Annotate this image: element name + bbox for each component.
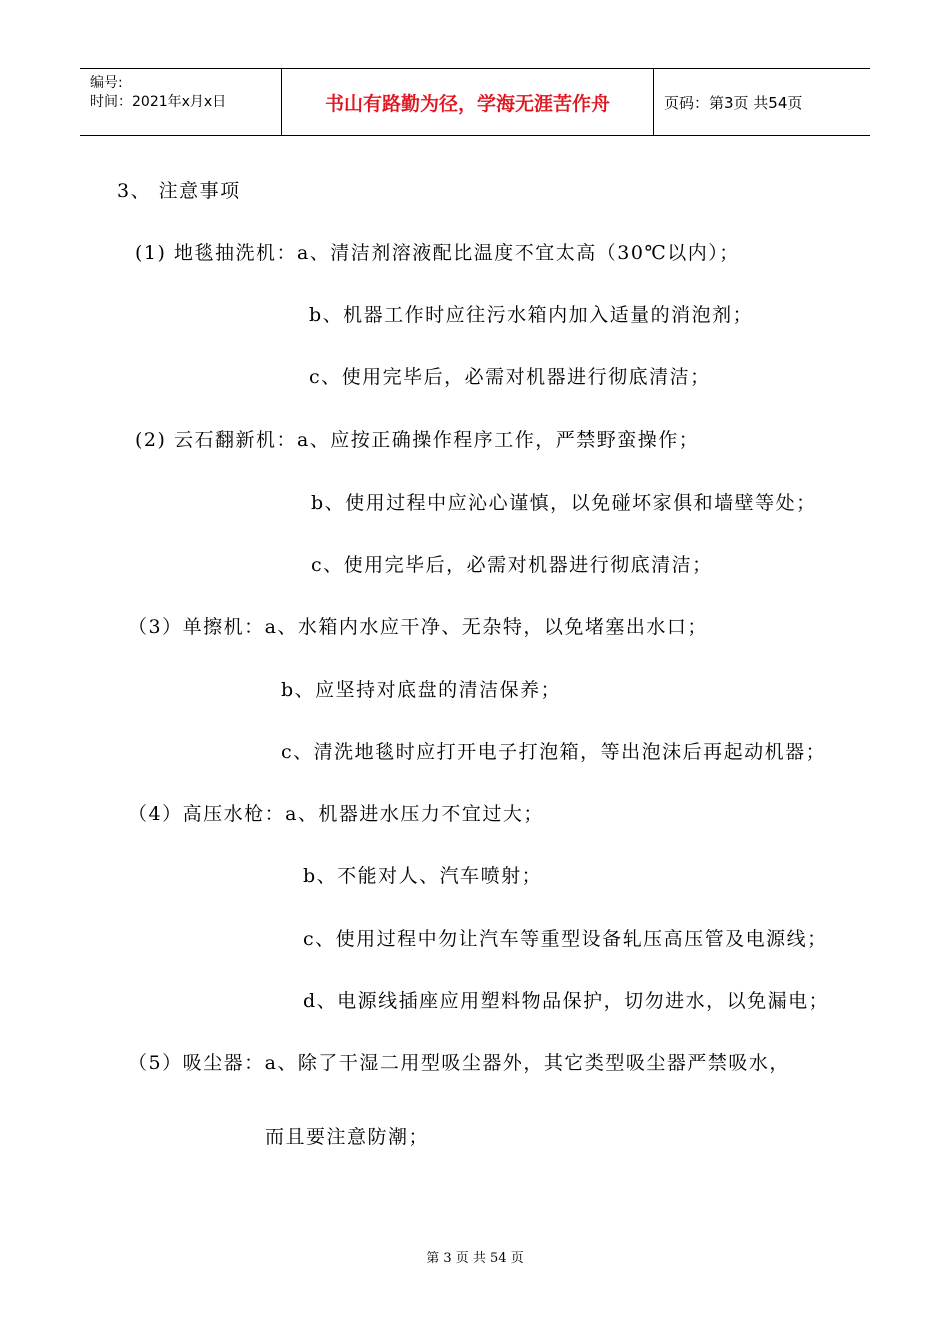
body-line: （3）单擦机：a、水箱内水应干净、无杂特，以免堵塞出水口； [128,616,708,638]
body-line: (2) 云石翻新机：a、应按正确操作程序工作，严禁野蛮操作； [135,429,700,451]
body-line: (1) 地毯抽洗机：a、清洁剂溶液配比温度不宜太高（30℃以内）； [135,242,740,264]
body-line: b、不能对人、汽车喷射； [303,865,543,887]
serial-number-label: 编号: [90,75,123,91]
body-line: b、应坚持对底盘的清洁保养； [281,679,562,701]
body-line: c、使用完毕后，必需对机器进行彻底清洁； [309,366,711,388]
page-footer: 第 3 页 共 54 页 [426,1251,524,1266]
body-line: b、机器工作时应往污水箱内加入适量的消泡剂； [309,304,754,326]
body-line: c、使用完毕后，必需对机器进行彻底清洁； [311,554,713,576]
body-line: 而且要注意防潮； [265,1126,430,1148]
body-line: c、清洗地毯时应打开电子打泡箱，等出泡沫后再起动机器； [281,741,827,763]
body-line: （5）吸尘器：a、除了干湿二用型吸尘器外，其它类型吸尘器严禁吸水， [128,1052,790,1074]
date-label: 时间：2021年x月x日 [90,94,227,110]
document-header [80,68,870,136]
header-meta-cell [80,69,282,135]
section-title: 3、 注意事项 [117,180,241,202]
body-line: c、使用过程中勿让汽车等重型设备轧压高压管及电源线； [303,928,828,950]
page-info: 页码：第3页 共54页 [664,93,803,112]
body-line: d、电源线插座应用塑料物品保护，切勿进水，以免漏电； [303,990,830,1012]
body-line: b、使用过程中应沁心谨慎，以免碰坏家俱和墙壁等处； [311,492,817,514]
motto-text: 书山有路勤为径，学海无涯苦作舟 [282,69,654,135]
body-line: （4）高压水枪：a、机器进水压力不宜过大； [128,803,544,825]
